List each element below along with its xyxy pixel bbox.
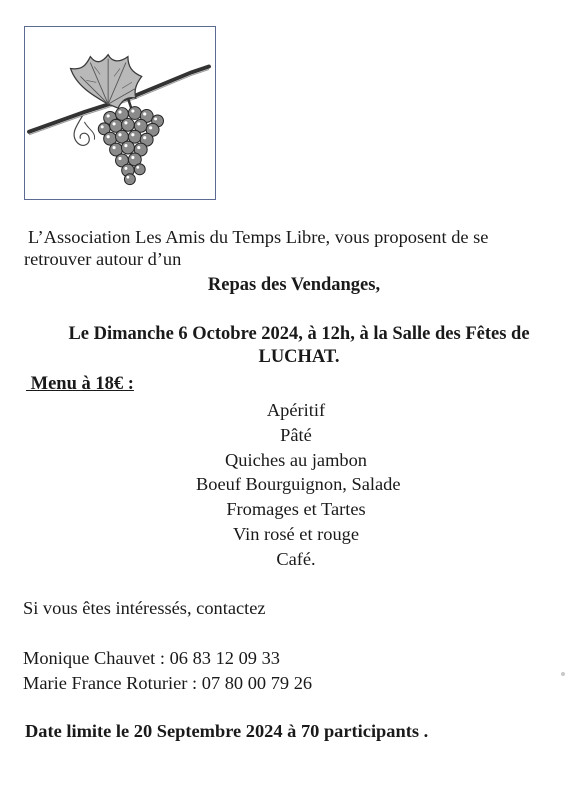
menu-item: Fromages et Tartes [226, 499, 366, 520]
menu-item: Vin rosé et rouge [232, 523, 360, 544]
event-date [26, 323, 572, 369]
grape-vine-logo [24, 26, 216, 200]
intro-line-1: L’Association Les Amis du Temps Libre, vous proposent de se [28, 227, 489, 247]
contact-list [23, 646, 312, 696]
menu-item: Boeuf Bourguignon, Salade [196, 474, 401, 495]
intro-text [24, 226, 570, 270]
menu-list [196, 398, 401, 572]
contact-intro: Si vous êtes intéressés, contactez [23, 598, 266, 618]
scan-speck [561, 672, 565, 676]
registration-deadline: Date limite le 20 Septembre 2024 à 70 participants . [25, 721, 429, 741]
menu-item: Quiches au jambon [225, 449, 367, 470]
menu-item: Pâté [280, 424, 312, 445]
contact-phone: 06 83 12 09 33 [169, 648, 280, 668]
intro-line-2: retrouver autour d’un [24, 249, 182, 269]
event-date-line-1: Le Dimanche 6 Octobre 2024, à 12h, à la Salle des Fêtes de [68, 324, 530, 344]
contact-entry: Monique Chauvet : 06 83 12 09 33 [23, 648, 280, 668]
menu-item: Apéritif [266, 400, 326, 420]
event-date-line-2: LUCHAT. [258, 347, 340, 367]
event-title: Repas des Vendanges, [207, 275, 381, 295]
contact-entry: Marie France Roturier : 07 80 00 79 26 [23, 673, 313, 693]
contact-name: Marie France Roturier [23, 673, 188, 693]
grape-vine-icon [25, 27, 215, 199]
contact-name: Monique Chauvet [23, 648, 156, 668]
contact-phone: 07 80 00 79 26 [201, 673, 313, 693]
menu-item: Café. [276, 548, 316, 569]
menu-title: Menu à 18€ : [26, 374, 134, 394]
